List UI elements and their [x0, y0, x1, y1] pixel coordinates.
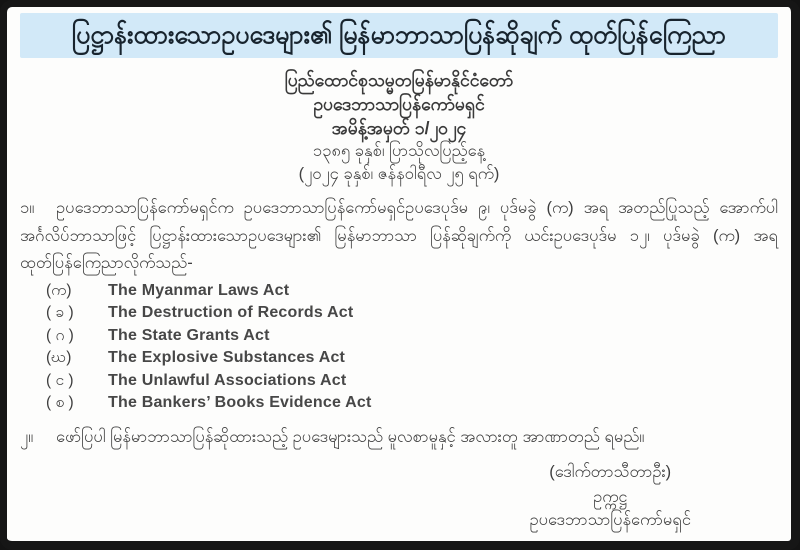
act-label: (ဃ) [46, 349, 72, 367]
act-list-item [46, 392, 778, 415]
paragraph-2-number: ၂။ [20, 428, 34, 447]
act-label: (က) [46, 281, 72, 299]
act-name: The Explosive Substances Act [108, 349, 346, 367]
act-list-item [46, 347, 778, 370]
signatory-title: ဥက္ကဋ္ဌ [593, 488, 628, 506]
order-number: အမိန့်အမှတ် ၁/၂၀၂၄ [331, 118, 467, 138]
signatory-organization: ဥပဒေဘာသာပြန်ကော်မရှင် [529, 511, 691, 529]
act-name: The Myanmar Laws Act [108, 281, 290, 299]
act-list-item [46, 280, 778, 303]
signatory-name: (ဒေါက်တာသီတာဦး) [549, 463, 672, 481]
act-label: ( ဂ ) [46, 326, 74, 344]
act-name: The Destruction of Records Act [108, 304, 354, 322]
date-gregorian: (၂၀၂၄ ခုနှစ်၊ ဇန်နဝါရီလ ၂၅ ရက်) [298, 165, 500, 183]
act-list-item [46, 325, 778, 348]
act-list-item [46, 370, 778, 393]
acts-list [46, 280, 778, 416]
paragraph-1-text: ဥပဒေဘာသာပြန်ကော်မရှင်က ဥပဒေဘာသာပြန်ကော်မရှင်ဥပဒေပုဒ်မ ၉၊ ပုဒ်မခွဲ (က) အရ အတည်ပြုသည့် အောက်ပါအင်္ဂလိပ်ဘာသာဖြင့် ပြဋ္ဌာန်းထားသောဥပဒေများ၏ မြန်မာဘာသာ ပြန်ဆိုချက်ကို ယင်းဥပဒေပုဒ်မ ၁၂၊ ပုဒ်မခွဲ (က) အရ ထုတ်ပြန်ကြေညာလိုက်သည်- [20, 199, 778, 272]
paragraph-2-text: ဖော်ပြပါ မြန်မာဘာသာပြန်ဆိုထားသည့် ဥပဒေများသည် မူလစာမူနှင့် အလားတူ အာဏာတည် ရမည်။ [56, 428, 645, 447]
title-banner: ပြဋ္ဌာန်းထားသောဥပဒေများ၏ မြန်မာဘာသာပြန်ဆိုချက် ထုတ်ပြန်ကြေညာ [20, 13, 778, 58]
act-label: ( ခ ) [46, 304, 74, 322]
act-name: The State Grants Act [108, 326, 270, 344]
commission-name: ဥပဒေဘာသာပြန်ကော်မရှင် [313, 94, 485, 114]
document-header [20, 68, 778, 186]
paragraph-1 [20, 195, 778, 278]
paragraph-1-number: ၁။ [20, 199, 35, 217]
act-name: The Bankers’ Books Evidence Act [108, 394, 372, 412]
act-label: ( စ ) [46, 394, 74, 412]
date-myanmar-era: ၁၃၈၅ ခုနှစ်၊ ပြာသိုလပြည့်နေ့ [312, 142, 486, 160]
state-title: ပြည်ထောင်စုသမ္မတမြန်မာနိုင်ငံတော် [284, 70, 514, 90]
signature-block [529, 459, 691, 531]
act-list-item [46, 302, 778, 325]
paragraph-2 [20, 424, 778, 452]
act-label: ( င ) [46, 371, 74, 389]
act-name: The Unlawful Associations Act [108, 371, 347, 389]
